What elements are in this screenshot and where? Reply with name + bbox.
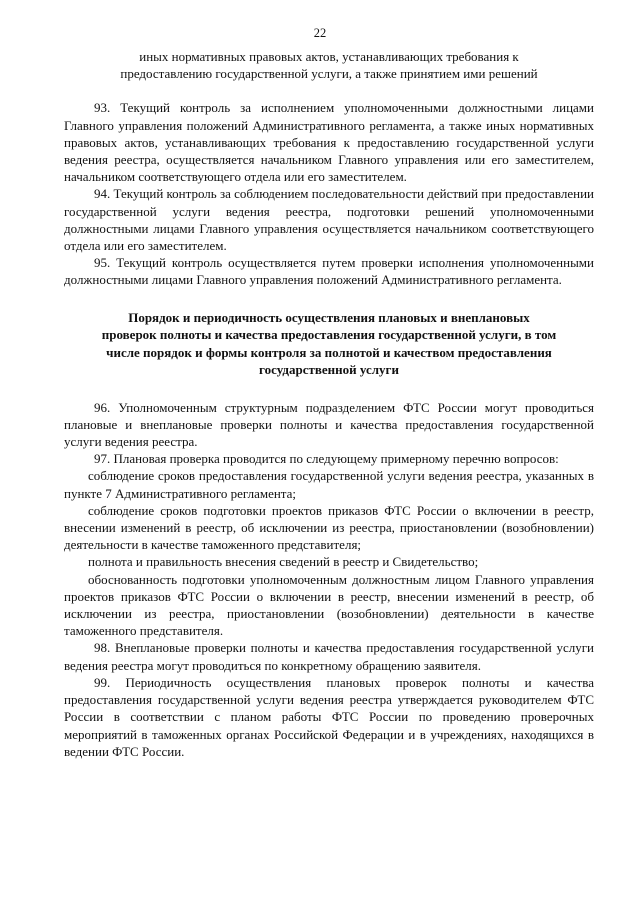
section-heading <box>64 309 594 379</box>
paragraph-94: 94. Текущий контроль за соблюдением последовательности действий при предоставлении государственной услуги ведения реестра, подготовки решений уполномоченными должностными лицами Главного управления осуществляется начальником соответствующего отдела или его заместителем. <box>64 186 594 254</box>
paragraph-96: 96. Уполномоченным структурным подразделением ФТС России могут проводиться плановые и внеплановые проверки полноты и качества предоставления государственной услуги ведения реестра. <box>64 399 594 450</box>
intro-line-2: предоставлению государственной услуги, а также принятием ими решений <box>120 66 538 82</box>
page-number: 22 <box>313 26 327 40</box>
paragraph-97: 97. Плановая проверка проводится по следующему примерному перечню вопросов: <box>94 451 559 467</box>
paragraph-95: 95. Текущий контроль осуществляется путем проверки исполнения уполномоченными должностными лицами Главного управления положений Административного регламента. <box>64 255 594 288</box>
section-heading-line: государственной услуги <box>259 362 399 378</box>
list-item: соблюдение сроков предоставления государственной услуги ведения реестра, указанных в пункте 7 Административного регламента; <box>64 468 594 501</box>
paragraph-93: 93. Текущий контроль за исполнением уполномоченными должностными лицами Главного управления положений Административного регламента, а также иных нормативных правовых актов, устанавливающих требования к предоставлению государственной услуги ведения реестра, осуществляется начальником Главного управления или его заместителем, начальником соответствующего отдела или его заместителем. <box>64 100 594 185</box>
section-heading-line: числе порядок и формы контроля за полнотой и качеством предоставления <box>106 344 552 360</box>
intro-line-1: иных нормативных правовых актов, устанавливающих требования к <box>139 49 519 64</box>
section-heading-line: Порядок и периодичность осуществления плановых и внеплановых <box>128 309 530 325</box>
list-item: соблюдение сроков подготовки проектов приказов ФТС России о включении в реестр, внесении изменений в реестр, об исключении из реестра, приостановлении (возобновлении) деятельности в качестве таможенного представителя; <box>64 502 594 553</box>
list-item: полнота и правильность внесения сведений в реестр и Свидетельство; <box>88 554 479 570</box>
section-heading-line: проверок полноты и качества предоставления государственной услуги, в том <box>101 327 557 343</box>
list-item: обоснованность подготовки уполномоченным должностным лицом Главного управления проектов приказов ФТС России о включении в реестр, внесении изменений в реестр, об исключении из реестра, приостановлении (возобновлении) деятельности в качестве таможенного представителя. <box>64 571 594 639</box>
document-body <box>64 48 594 760</box>
paragraph-99: 99. Периодичность осуществления плановых проверок полноты и качества предоставления государственной услуги ведения реестра утверждается руководителем ФТС России в соответствии с планом работы ФТС России по проведению проверочных мероприятий в таможенных органах Российской Федерации и в учреждениях, находящихся в ведении ФТС России. <box>64 674 594 759</box>
paragraph-98: 98. Внеплановые проверки полноты и качества предоставления государственной услуги ведения реестра могут проводиться по конкретному обращению заявителя. <box>64 640 594 673</box>
